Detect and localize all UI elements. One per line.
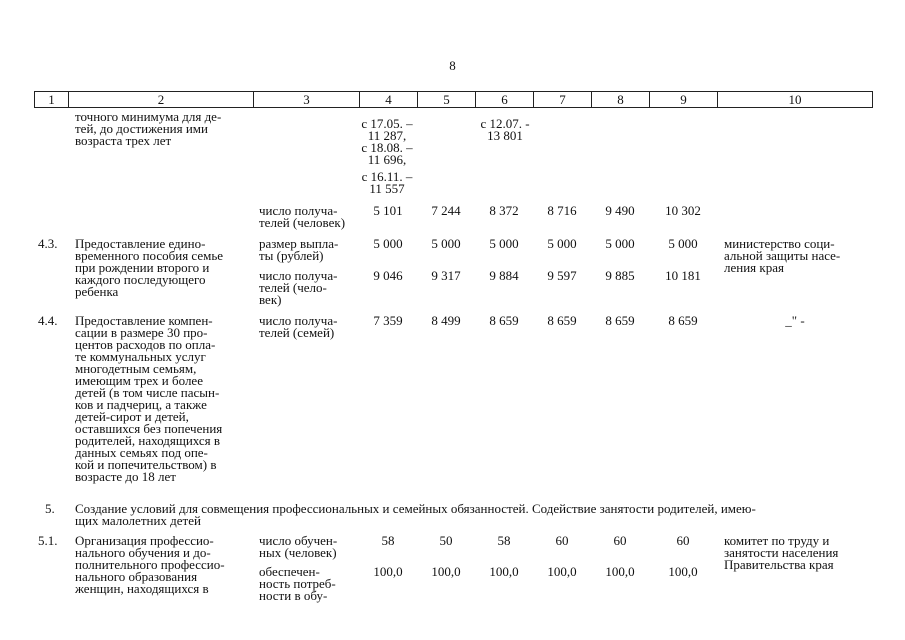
row44-value-col5: 8 499 (431, 313, 461, 328)
row51-v1-col4: 58 (381, 533, 395, 548)
row43-v2-col4: 9 046 (373, 268, 403, 283)
row51-v2-col5: 100,0 (431, 564, 461, 579)
row44-indicator: число получа- телей (семей) (259, 313, 338, 340)
header-col-5: 5 (418, 92, 476, 107)
row43-v2-col5: 9 317 (431, 268, 461, 283)
row51-v2-col4: 100,0 (373, 564, 403, 579)
row43-v1-col8: 5 000 (605, 236, 635, 251)
row5-number: 5. (45, 501, 55, 516)
row0-col4-dates-b: с 16.11. – 11 557 (361, 169, 413, 196)
row43-v1-col6: 5 000 (489, 236, 519, 251)
row0-value-col4: 5 101 (373, 203, 403, 218)
header-col-7: 7 (534, 92, 592, 107)
row43-v2-col7: 9 597 (547, 268, 577, 283)
row51-indicator-1: число обучен- ных (человек) (259, 533, 338, 560)
header-col-1: 1 (35, 92, 69, 107)
row43-executor: министерство соци- альной защиты насе- ления края (724, 236, 841, 275)
row51-v1-col8: 60 (613, 533, 627, 548)
row43-number: 4.3. (38, 236, 58, 251)
header-col-2: 2 (69, 92, 254, 107)
row43-description: Предоставление едино- временного пособия семье при рождении второго и каждого последующего ребенка (75, 236, 224, 299)
row51-v2-col6: 100,0 (489, 564, 519, 579)
row44-executor-ditto: _" - (785, 313, 805, 328)
row0-value-col6: 8 372 (489, 203, 519, 218)
row43-v1-col5: 5 000 (431, 236, 461, 251)
row43-v2-col8: 9 885 (605, 268, 635, 283)
header-col-10: 10 (788, 92, 802, 107)
row44-value-col6: 8 659 (489, 313, 519, 328)
row51-v2-col9: 100,0 (668, 564, 698, 579)
table-header-row (34, 91, 873, 108)
row44-description: Предоставление компен- сации в размере 30 про- центов расходов по опла- те коммунальных услуг многодетным семьям, имеющим трех и более детей (в том числе пасын- ков и падчериц, а также детей-сирот и детей, оставшихся без попечения родителей, находящихся в данных семьях под опе- кой и попечительством) в возрасте до 18 лет (75, 313, 223, 484)
row43-indicator-2: число получа- телей (чело- век) (259, 268, 338, 307)
row0-value-col8: 9 490 (605, 203, 635, 218)
header-col-9: 9 (650, 92, 718, 107)
row51-v2-col7: 100,0 (547, 564, 577, 579)
row51-v1-col7: 60 (555, 533, 569, 548)
row44-number: 4.4. (38, 313, 58, 328)
row0-value-col7: 8 716 (547, 203, 577, 218)
row51-indicator-2: обеспечен- ность потреб- ности в обу- (259, 564, 336, 603)
row51-executor: комитет по труду и занятости населения Правительства края (724, 533, 839, 572)
row0-value-col5: 7 244 (431, 203, 461, 218)
row5-section-title: Создание условий для совмещения профессиональных и семейных обязанностей. Содействие занятости родителей, имею- щих малолетних детей (75, 501, 756, 528)
row43-v2-col6: 9 884 (489, 268, 519, 283)
row44-value-col4: 7 359 (373, 313, 403, 328)
row51-v1-col6: 58 (497, 533, 511, 548)
row43-indicator-1: размер выпла- ты (рублей) (259, 236, 339, 263)
row43-v1-col7: 5 000 (547, 236, 577, 251)
row44-value-col7: 8 659 (547, 313, 577, 328)
header-col-3: 3 (254, 92, 360, 107)
row0-col6-dates: с 12.07. - 13 801 (480, 116, 530, 143)
row51-number: 5.1. (38, 533, 58, 548)
row43-v1-col9: 5 000 (668, 236, 698, 251)
row43-v2-col9: 10 181 (665, 268, 701, 283)
row0-value-col9: 10 302 (665, 203, 701, 218)
row51-description: Организация профессио- нального обучения и до- полнительного профессио- нального образования женщин, находящихся в (75, 533, 225, 596)
header-col-8: 8 (592, 92, 650, 107)
row51-v2-col8: 100,0 (605, 564, 635, 579)
row43-v1-col4: 5 000 (373, 236, 403, 251)
row0-description: точного минимума для де- тей, до достижения ими возраста трех лет (75, 109, 222, 148)
row51-v1-col5: 50 (439, 533, 453, 548)
row0-col4-dates-a: с 17.05. – 11 287, с 18.08. – 11 696, (361, 116, 413, 167)
row0-indicator: число получа- телей (человек) (259, 203, 346, 230)
row51-v1-col9: 60 (676, 533, 690, 548)
row44-value-col8: 8 659 (605, 313, 635, 328)
header-col-4: 4 (360, 92, 418, 107)
page-number: 8 (449, 58, 456, 73)
row44-value-col9: 8 659 (668, 313, 698, 328)
header-col-6: 6 (476, 92, 534, 107)
